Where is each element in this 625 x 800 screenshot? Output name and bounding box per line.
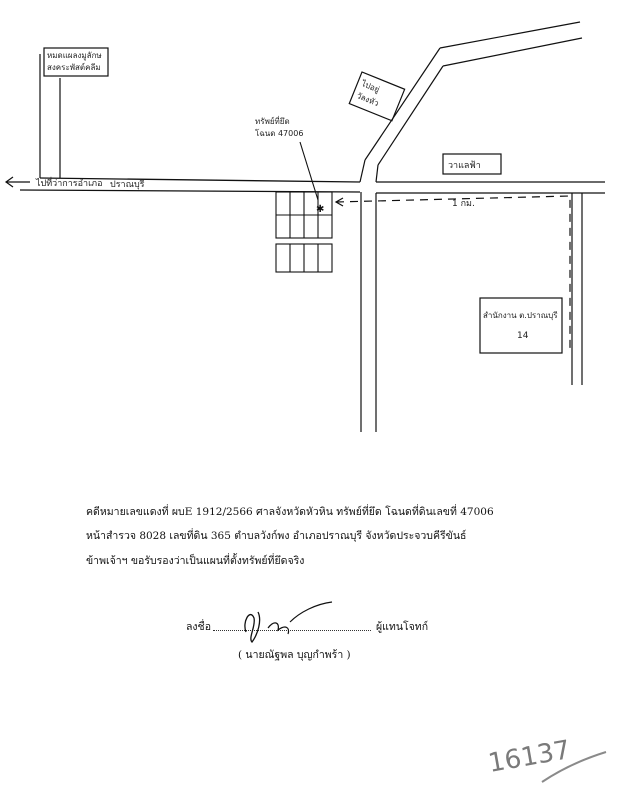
left-arrow-icon xyxy=(6,177,30,187)
top-right-box-line1: ไปอยู่ xyxy=(360,79,381,95)
document-number: 16137 xyxy=(486,735,573,779)
svg-text:✱: ✱ xyxy=(316,204,325,215)
sign-suffix: ผู้แทนโจทก์ xyxy=(376,621,429,633)
top-right-box-line2: วัลงหัว xyxy=(355,91,380,109)
dashed-route xyxy=(336,196,570,348)
stamp-stroke xyxy=(540,748,610,788)
office-box-line1: สำนักงาน ต.ปราณบุรี xyxy=(483,311,558,320)
office-landmark-box xyxy=(480,298,562,353)
signer-name: ( นายณัฐพล บุญกำพร้า ) xyxy=(238,649,351,661)
case-line-2: หน้าสำรวจ 8028 เลขที่ดิน 365 ตำบลวังก์พง อำเภอปราณบุรี จังหวัดประจวบคีรีขันธ์ xyxy=(86,530,467,542)
shop-landmark-box xyxy=(443,154,501,174)
road-label-left: ปราณบุรี xyxy=(110,180,145,190)
signature-image xyxy=(228,598,338,648)
distance-label: 1 กม. xyxy=(452,199,475,209)
left-arrow-label: ไปที่ว่าการอำเภอ xyxy=(36,179,103,189)
top-left-box-line1: หมดแผลงมูลักษ xyxy=(47,51,102,60)
office-box-line2: 14 xyxy=(517,331,529,341)
plot-label-line2: โฉนด 47006 xyxy=(255,129,304,138)
shop-box-label: วาแลฟ้า xyxy=(448,161,481,171)
plot-label-line1: ทรัพย์ที่ยึด xyxy=(255,117,290,126)
property-marker-icon xyxy=(316,204,324,215)
certification-line: ข้าพเจ้าฯ ขอรับรองว่าเป็นแผนที่ตั้งทรัพย์ที่ยึดจริง xyxy=(86,555,305,567)
top-left-box-line2: สงคระพัสต์คลีม xyxy=(47,63,101,72)
sign-prefix: ลงชื่อ xyxy=(186,621,211,633)
top-left-landmark-box xyxy=(44,48,108,76)
case-line-1: คดีหมายเลขแดงที่ ผบE 1912/2566 ศาลจังหวัดหัวหิน ทรัพย์ที่ยึด โฉนดที่ดินเลขที่ 47006 xyxy=(86,506,494,518)
